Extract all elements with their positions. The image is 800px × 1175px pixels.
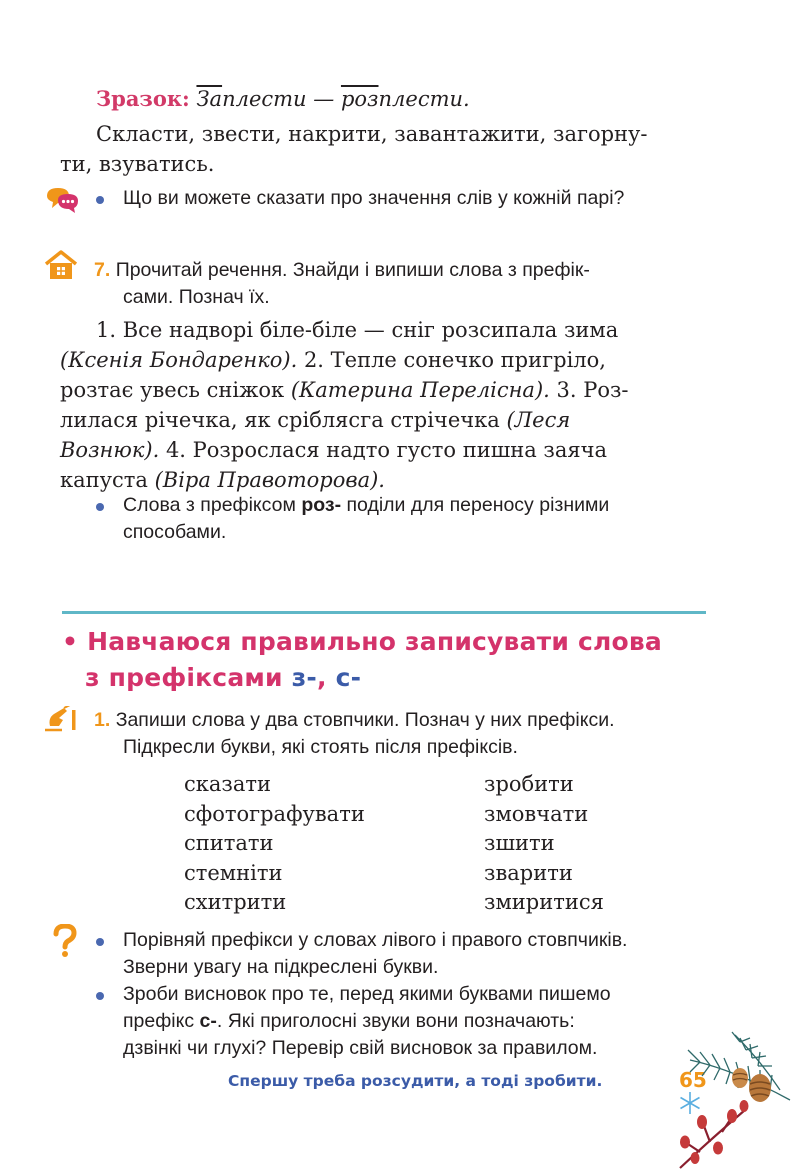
bullet [96,992,104,1000]
sentence-4: 4. Розрослася надто густо пишна заяча [159,438,608,462]
word-item: зробити [484,772,574,796]
task7-bullet-line1 [123,492,609,519]
prefix-z: з- [291,663,317,692]
task1-line1 [94,707,615,734]
section-divider [62,611,706,614]
task1-line2: Підкресли букви, які стоять після префіксів. [123,736,518,758]
question-mark-icon [52,924,78,958]
question-text: . Які приголосні звуки вони позначають: [216,1010,575,1032]
question-b2-line2 [123,1008,575,1035]
sample-dash: — [306,87,341,111]
prefix-s: с- [335,663,362,692]
task7-text-line4 [60,404,708,436]
question-b1-line2: Зверни увагу на підкреслені букви. [123,956,439,978]
bullet-text: поділи для переносу різними [341,494,610,516]
bullet [96,503,104,511]
exercise-words-line1: Скласти, звести, накрити, завантажити, загорну- [96,122,648,146]
question-b2-line1: Зроби висновок про те, перед якими буквами пишемо [123,983,611,1005]
word-item: змовчати [484,801,589,826]
task7-text-line3 [60,374,708,406]
sample-root-1: плести [222,87,307,111]
exercise-words-line2: ти, взуватись. [60,152,215,176]
sample-label: Зразок: [96,86,190,111]
task7-text-line5 [60,434,708,466]
bullet [96,938,104,946]
task1-instruction: Запиши слова у два стовпчики. Познач у них префікси. [115,709,615,731]
author-3-end: Вознюк). [60,438,160,462]
heading-text: з префіксами [85,663,292,692]
heading-comma: , [316,663,336,692]
prefix-s-bold: с- [199,1010,217,1032]
bullet [96,196,104,204]
sample-root-2: плести. [378,87,470,111]
word-item: стемніти [184,860,283,885]
author-4: (Віра Правоторова). [154,468,385,492]
sample-prefix-1: За [196,87,223,111]
author-1: (Ксенія Бондаренко). [60,348,298,372]
right-word-column [484,770,604,918]
section-heading-line1: • Навчаюся правильно записувати слова [62,627,662,656]
task7-instruction: Прочитай речення. Знайди і випиши слова з префік- [115,259,590,281]
sentence-2: 2. Тепле сонечко пригріло, [297,348,606,372]
sentence-3-start: 3. Роз- [549,378,629,402]
task7-number: 7. [94,259,111,281]
task7-text-line2 [60,344,708,376]
left-word-column [184,770,365,918]
word-item: спитати [184,831,274,855]
author-3-start: (Леся [506,408,571,432]
question-text: префікс [123,1010,200,1032]
footer-motto: Спершу треба розсудити, а тоді зробити. [228,1072,603,1090]
task7-line2: сами. Познач їх. [123,286,270,308]
prefix-roz: роз- [301,494,342,516]
author-2: (Катерина Перелісна). [290,378,550,402]
sentence-3: лилася річечка, як сріблясга стрічечка [60,408,507,432]
question-b2-line3: дзвінкі чи глухі? Перевір свій висновок за правилом. [123,1037,598,1059]
pine-branch-berries-icon [640,1030,800,1171]
house-icon [44,250,78,280]
sentence-2-end: розтає увесь сніжок [60,378,291,402]
word-item: схитрити [184,890,287,914]
writing-hand-icon [42,706,80,732]
speech-bubbles-icon [44,186,80,216]
task7-text-line1: 1. Все надворі біле-біле — сніг розсипала зима [96,318,619,342]
section-heading-line2 [85,660,361,696]
task7-bullet-line2: способами. [123,521,227,543]
question-meaning: Що ви можете сказати про значення слів у кожній парі? [123,187,625,209]
question-b1-line1: Порівняй префікси у словах лівого і правого стовпчиків. [123,929,628,951]
word-item: сказати [184,772,271,796]
task7-line1 [94,257,590,284]
task1-number: 1. [94,709,111,731]
word-item: змиритися [484,890,604,914]
page-number: 65 [679,1068,707,1092]
word-item: зшити [484,831,555,855]
bullet-text: Слова з префіксом [123,494,302,516]
word-item: сфотографувати [184,801,365,826]
sentence-4-end: капуста [60,468,155,492]
word-item: зварити [484,860,573,885]
sample-prefix-2: роз [340,87,379,111]
sample-line [96,83,470,115]
